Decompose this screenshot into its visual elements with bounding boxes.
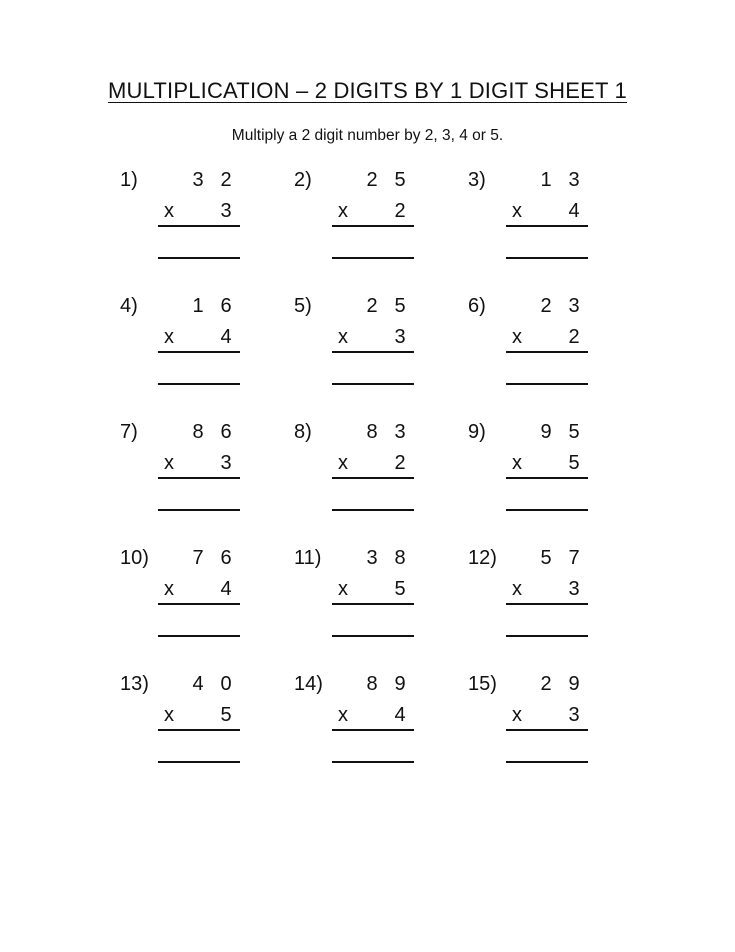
multiplier-digit: 4	[220, 326, 232, 348]
multiplier-digit: 3	[220, 200, 232, 222]
ones-digit: 3	[568, 169, 580, 191]
multiplier-digit: 3	[568, 578, 580, 600]
multiply-sign: x	[338, 704, 348, 726]
answer-line[interactable]	[158, 635, 240, 637]
multiply-sign: x	[338, 578, 348, 600]
problem-9	[468, 420, 608, 520]
tens-digit: 2	[366, 169, 378, 191]
multiplier-digit: 3	[394, 326, 406, 348]
multiplier-digit: 2	[394, 200, 406, 222]
problem-number: 6)	[468, 295, 486, 317]
problem-14	[294, 672, 434, 772]
problem-12	[468, 546, 608, 646]
problem-number: 5)	[294, 295, 312, 317]
multiply-sign: x	[338, 452, 348, 474]
problem-number: 7)	[120, 421, 138, 443]
tens-digit: 2	[540, 673, 552, 695]
problem-number: 8)	[294, 421, 312, 443]
tens-digit: 5	[540, 547, 552, 569]
multiplier-digit: 5	[220, 704, 232, 726]
problem-4	[120, 294, 260, 394]
sum-line	[158, 729, 240, 731]
answer-line[interactable]	[158, 257, 240, 259]
sum-line	[158, 351, 240, 353]
ones-digit: 5	[394, 295, 406, 317]
tens-digit: 8	[192, 421, 204, 443]
problem-10	[120, 546, 260, 646]
problem-11	[294, 546, 434, 646]
ones-digit: 3	[568, 295, 580, 317]
multiply-sign: x	[164, 326, 174, 348]
tens-digit: 8	[366, 673, 378, 695]
problem-5	[294, 294, 434, 394]
sum-line	[506, 729, 588, 731]
problem-8	[294, 420, 434, 520]
ones-digit: 9	[568, 673, 580, 695]
answer-line[interactable]	[506, 635, 588, 637]
ones-digit: 3	[394, 421, 406, 443]
worksheet-title	[0, 76, 735, 106]
answer-line[interactable]	[158, 761, 240, 763]
sum-line	[332, 729, 414, 731]
multiply-sign: x	[338, 326, 348, 348]
problem-number: 15)	[468, 673, 497, 695]
answer-line[interactable]	[158, 509, 240, 511]
multiplier-digit: 3	[220, 452, 232, 474]
problem-number: 11)	[294, 547, 322, 569]
problem-3	[468, 168, 608, 268]
multiply-sign: x	[512, 452, 522, 474]
tens-digit: 4	[192, 673, 204, 695]
ones-digit: 7	[568, 547, 580, 569]
sum-line	[506, 603, 588, 605]
sum-line	[158, 603, 240, 605]
problem-number: 13)	[120, 673, 149, 695]
answer-line[interactable]	[332, 257, 414, 259]
sum-line	[332, 225, 414, 227]
problem-number: 2)	[294, 169, 312, 191]
ones-digit: 9	[394, 673, 406, 695]
multiplier-digit: 5	[568, 452, 580, 474]
answer-line[interactable]	[506, 383, 588, 385]
multiply-sign: x	[164, 452, 174, 474]
ones-digit: 2	[220, 169, 232, 191]
problem-15	[468, 672, 608, 772]
tens-digit: 3	[192, 169, 204, 191]
problem-number: 9)	[468, 421, 486, 443]
multiply-sign: x	[164, 200, 174, 222]
ones-digit: 6	[220, 421, 232, 443]
multiply-sign: x	[164, 704, 174, 726]
answer-line[interactable]	[158, 383, 240, 385]
multiply-sign: x	[512, 578, 522, 600]
multiplier-digit: 4	[394, 704, 406, 726]
problem-number: 3)	[468, 169, 486, 191]
answer-line[interactable]	[506, 761, 588, 763]
problem-number: 1)	[120, 169, 138, 191]
tens-digit: 9	[540, 421, 552, 443]
tens-digit: 1	[540, 169, 552, 191]
problem-number: 4)	[120, 295, 138, 317]
problem-number: 12)	[468, 547, 497, 569]
problem-7	[120, 420, 260, 520]
multiplier-digit: 4	[568, 200, 580, 222]
sum-line	[158, 477, 240, 479]
multiplier-digit: 4	[220, 578, 232, 600]
ones-digit: 8	[394, 547, 406, 569]
tens-digit: 2	[540, 295, 552, 317]
ones-digit: 5	[394, 169, 406, 191]
ones-digit: 5	[568, 421, 580, 443]
problem-number: 10)	[120, 547, 149, 569]
multiplier-digit: 2	[394, 452, 406, 474]
sum-line	[158, 225, 240, 227]
answer-line[interactable]	[506, 257, 588, 259]
ones-digit: 6	[220, 547, 232, 569]
multiply-sign: x	[512, 326, 522, 348]
tens-digit: 1	[192, 295, 204, 317]
worksheet-title-text: MULTIPLICATION – 2 DIGITS BY 1 DIGIT SHEET 1	[107, 78, 627, 103]
ones-digit: 6	[220, 295, 232, 317]
problem-2	[294, 168, 434, 268]
tens-digit: 7	[192, 547, 204, 569]
answer-line[interactable]	[332, 509, 414, 511]
answer-line[interactable]	[506, 509, 588, 511]
answer-line[interactable]	[332, 383, 414, 385]
tens-digit: 3	[366, 547, 378, 569]
problem-1	[120, 168, 260, 268]
multiplier-digit: 2	[568, 326, 580, 348]
sum-line	[332, 603, 414, 605]
sum-line	[506, 351, 588, 353]
multiply-sign: x	[164, 578, 174, 600]
problem-6	[468, 294, 608, 394]
answer-line[interactable]	[332, 761, 414, 763]
tens-digit: 2	[366, 295, 378, 317]
sum-line	[332, 351, 414, 353]
multiplier-digit: 3	[568, 704, 580, 726]
multiply-sign: x	[338, 200, 348, 222]
sum-line	[506, 477, 588, 479]
multiply-sign: x	[512, 200, 522, 222]
worksheet-instructions: Multiply a 2 digit number by 2, 3, 4 or 5.	[231, 127, 504, 144]
tens-digit: 8	[366, 421, 378, 443]
sum-line	[506, 225, 588, 227]
sum-line	[332, 477, 414, 479]
problem-number: 14)	[294, 673, 323, 695]
problem-13	[120, 672, 260, 772]
multiplier-digit: 5	[394, 578, 406, 600]
multiply-sign: x	[512, 704, 522, 726]
ones-digit: 0	[220, 673, 232, 695]
answer-line[interactable]	[332, 635, 414, 637]
